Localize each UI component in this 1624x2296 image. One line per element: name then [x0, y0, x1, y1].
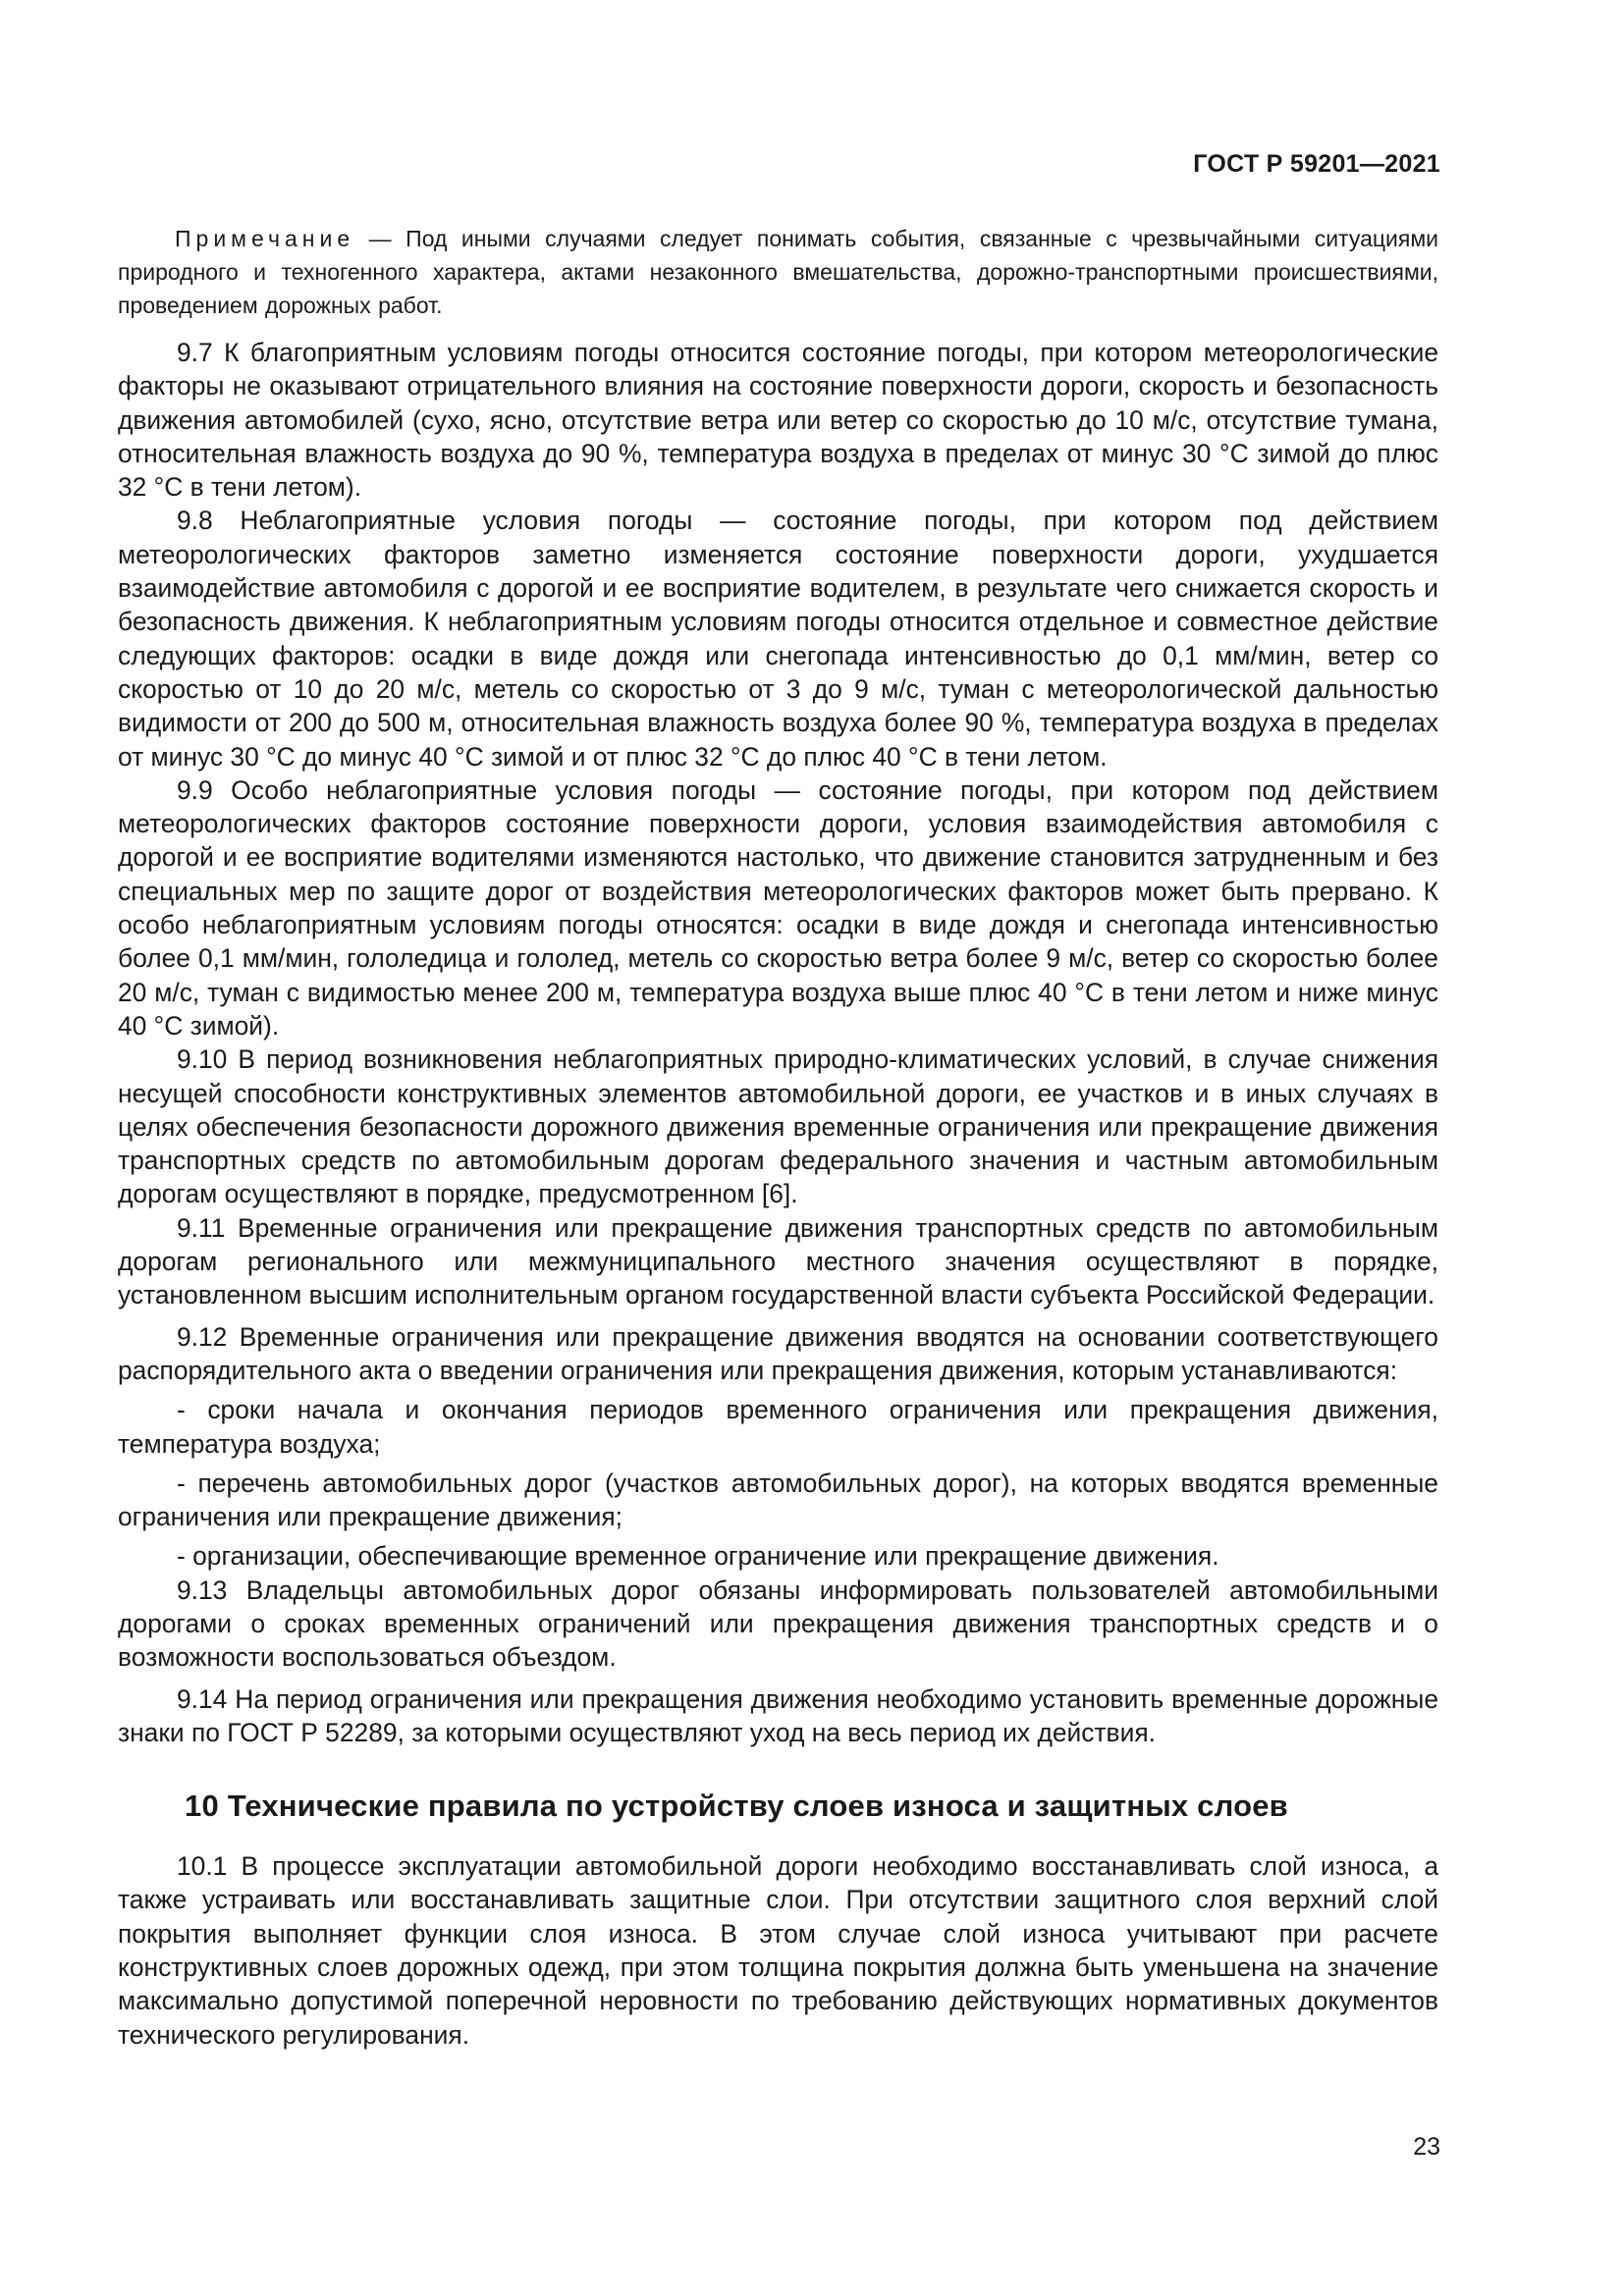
- paragraph-9-8: 9.8 Неблагоприятные условия погоды — состояние погоды, при котором под действием метеорологических факторов заметно изменяется состояние поверхности дороги, ухудшается взаимодействие автомобиля с дорогой и ее восприятие водителем, в результате чего снижается скорость и безопасность движения. К неблагоприятным условиям погоды относится отдельное и совместное действие следующих факторов: осадки в виде дождя или снегопада интенсивностью до 0,1 мм/мин, ветер со скоростью от 10 до 20 м/с, метель со скоростью от 3 до 9 м/с, туман с метеорологической дальностью видимости от 200 до 500 м, относительная влажность воздуха более 90 %, температура воздуха в пределах от минус 30 °С до минус 40 °С зимой и от плюс 32 °С до плюс 40 °С в тени летом.: [118, 506, 1438, 772]
- paragraph-9-7: 9.7 К благоприятным условиям погоды относится состояние погоды, при котором метеорологические факторы не оказывают отрицательного влияния на состояние поверхности дороги, скорость и безопасность движения автомобилей (сухо, ясно, отсутствие ветра или ветер со скоростью до 10 м/с, отсутствие тумана, относительная влажность воздуха до 90 %, температура воздуха в пределах от минус 30 °С зимой до плюс 32 °С в тени летом).: [118, 338, 1438, 503]
- section-heading: 10 Технические правила по устройству слоев износа и защитных слоев: [185, 1789, 1288, 1824]
- paragraph-9-10: 9.10 В период возникновения неблагоприятных природно-климатических условий, в случае снижения несущей способности конструктивных элементов автомобильной дороги, ее участков и в иных случаях в целях обеспечения безопасности дорожного движения временные ограничения или прекращение движения транспортных средств по автомобильным дорогам федерального значения и частным автомобильным дорогам осуществляют в порядке, предусмотренном [6].: [118, 1044, 1438, 1209]
- note-label: Примечание: [175, 226, 355, 251]
- list-item: - сроки начала и окончания периодов временного ограничения или прекращения движения, температура воздуха;: [118, 1395, 1438, 1459]
- list-item: - перечень автомобильных дорог (участков автомобильных дорог), на которых вводятся временные ограничения или прекращение движения;: [118, 1468, 1438, 1532]
- paragraph-9-14: 9.14 На период ограничения или прекращения движения необходимо установить временные дорожные знаки по ГОСТ Р 52289, за которыми осуществляют уход на весь период их действия.: [118, 1683, 1438, 1747]
- page-content: [118, 222, 1438, 2052]
- paragraph-9-11: 9.11 Временные ограничения или прекращение движения транспортных средств по автомобильным дорогам регионального или межмуниципального местного значения осуществляют в порядке, установленном высшим исполнительным органом государственной власти субъекта Российской Федерации.: [118, 1212, 1438, 1310]
- document-code: ГОСТ Р 59201—2021: [1193, 150, 1440, 178]
- note-paragraph: [118, 222, 1438, 322]
- paragraph-9-12: 9.12 Временные ограничения или прекращение движения вводятся на основании соответствующего распорядительного акта о введении ограничения или прекращения движения, которым устанавливаются:: [118, 1321, 1438, 1385]
- list-item: - организации, обеспечивающие временное ограничение или прекращение движения.: [177, 1541, 1219, 1572]
- paragraph-9-13: 9.13 Владельцы автомобильных дорог обязаны информировать пользователей автомобильными дорогами о сроках временных ограничений или прекращения движения транспортных средств и о возможности воспользоваться объездом.: [118, 1575, 1438, 1673]
- note-text: — Под иными случаями следует понимать события, связанные с чрезвычайными ситуациями природного и техногенного характера, актами незаконного вмешательства, дорожно-транспортными происшествиями, проведением дорожных работ.: [118, 226, 1438, 318]
- paragraph-10-1: 10.1 В процессе эксплуатации автомобильной дороги необходимо восстанавливать слой износа, а также устраивать или восстанавливать защитные слои. При отсутствии защитного слоя верхний слой покрытия выполняет функции слоя износа. В этом случае слой износа учитывают при расчете конструктивных слоев дорожных одежд, при этом толщина покрытия должна быть уменьшена на значение максимально допустимой поперечной неровности по требованию действующих нормативных документов технического регулирования.: [118, 1851, 1438, 2050]
- paragraph-9-9: 9.9 Особо неблагоприятные условия погоды — состояние погоды, при котором под действием метеорологических факторов состояние поверхности дороги, условия взаимодействия автомобиля с дорогой и ее восприятие водителями изменяются настолько, что движение становится затрудненным и без специальных мер по защите дорог от воздействия метеорологических факторов может быть прервано. К особо неблагоприятным условиям погоды относятся: осадки в виде дождя и снегопада интенсивностью более 0,1 мм/мин, гололедица и гололед, метель со скоростью ветра более 9 м/с, ветер со скоростью более 20 м/с, туман с видимостью менее 200 м, температура воздуха выше плюс 40 °С в тени летом и ниже минус 40 °С зимой).: [118, 774, 1438, 1041]
- page-number: 23: [1413, 2133, 1440, 2161]
